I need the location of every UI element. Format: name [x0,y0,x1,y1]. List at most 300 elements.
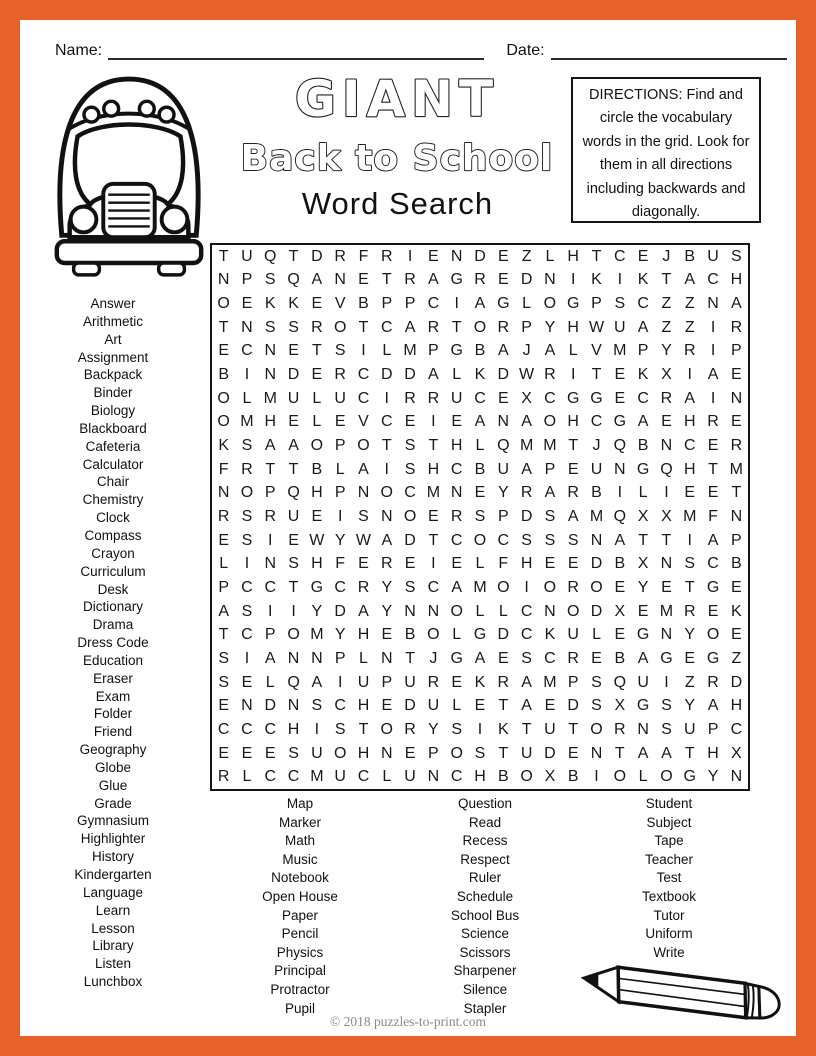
puzzle-letter: A [474,649,486,667]
name-date-row [55,42,787,60]
puzzle-letter: B [637,437,649,455]
word-list-bottom-2 [409,795,561,1018]
puzzle-letter: I [268,602,273,620]
puzzle-letter: E [381,697,393,715]
puzzle-letter: L [475,555,485,573]
puzzle-letter: Y [428,720,439,738]
puzzle-letter: A [404,318,416,336]
puzzle-letter: G [706,579,720,597]
word-list-item: Geography [79,742,147,758]
puzzle-letter: E [591,649,602,667]
puzzle-letter: P [731,342,742,360]
word-list-item: Ruler [468,870,502,886]
puzzle-letter: T [311,342,322,360]
puzzle-letter: Y [381,579,393,597]
puzzle-letter: O [497,579,510,597]
puzzle-letter: B [567,768,579,786]
word-list-item: Subject [646,814,692,830]
puzzle-letter: T [265,460,276,478]
puzzle-letter: M [729,460,743,478]
puzzle-letter: R [707,413,719,431]
puzzle-letter: Z [661,295,672,313]
puzzle-letter: Y [544,318,556,336]
puzzle-letter: C [287,768,300,786]
puzzle-letter: R [567,579,579,597]
word-list-item: Answer [90,296,136,311]
puzzle-letter: W [588,318,605,336]
directions-box [571,77,761,223]
puzzle-letter: T [661,271,672,289]
puzzle-letter: S [544,531,556,549]
puzzle-letter: M [519,437,534,455]
puzzle-letter: L [382,768,392,786]
word-list-item: Language [82,884,144,900]
puzzle-letter: S [334,342,346,360]
puzzle-letter: P [334,649,346,667]
word-list-bottom-1 [224,795,376,1018]
puzzle-letter: T [614,744,625,762]
puzzle-letter: A [474,413,486,431]
puzzle-letter: M [263,389,277,407]
puzzle-letter: M [426,484,441,502]
puzzle-letter: L [568,342,578,360]
puzzle-letter: G [450,649,463,667]
word-list-item: Learn [95,902,131,918]
word-list-item: Library [92,938,134,954]
puzzle-letter: H [567,413,579,431]
puzzle-letter: X [637,555,649,573]
puzzle-letter: X [544,768,556,786]
word-list-item: Kindergarten [74,867,152,882]
puzzle-letter: C [427,579,440,597]
puzzle-letter: D [264,697,277,715]
puzzle-letter: T [451,318,462,336]
puzzle-letter: S [241,531,253,549]
puzzle-letter: S [404,579,416,597]
puzzle-letter: M [613,342,627,360]
puzzle-letter: H [474,768,486,786]
puzzle-letter: P [731,531,742,549]
puzzle-letter: C [474,389,486,407]
puzzle-letter: C [357,768,370,786]
puzzle-letter: G [310,579,324,597]
puzzle-letter: C [450,531,463,549]
puzzle-letter: K [218,437,229,455]
puzzle-letter: O [240,484,254,502]
puzzle-letter: L [522,295,532,313]
puzzle-letter: N [217,271,230,289]
puzzle-letter: O [450,602,463,620]
puzzle-letter: A [637,318,649,336]
puzzle-letter: C [357,366,370,384]
puzzle-letter: K [474,673,486,691]
puzzle-letter: Z [661,318,672,336]
puzzle-letter: F [708,508,718,526]
puzzle-letter: R [520,484,533,502]
puzzle-letter: E [614,579,626,597]
puzzle-letter: P [544,460,556,478]
puzzle-letter: A [381,531,393,549]
puzzle-letter: S [404,437,416,455]
puzzle-letter: I [617,271,623,289]
puzzle-letter: L [475,602,485,620]
puzzle-letter: L [475,437,485,455]
word-list-item: Silence [462,981,508,997]
puzzle-letter: A [707,531,719,549]
puzzle-letter: E [614,389,626,407]
puzzle-letter: G [636,697,650,715]
puzzle-letter: E [451,555,463,573]
date-input-line[interactable] [551,42,787,60]
puzzle-letter: D [590,602,603,620]
puzzle-letter: R [404,271,416,289]
puzzle-letter: I [384,389,389,407]
puzzle-letter: I [431,413,436,431]
puzzle-letter: R [311,318,323,336]
puzzle-letter: O [520,768,533,786]
word-list-item: Principal [274,963,326,979]
puzzle-letter: U [334,389,346,407]
word-list-item: Music [282,851,318,867]
puzzle-letter: J [429,649,438,667]
puzzle-letter: E [334,413,346,431]
puzzle-letter: D [567,697,579,715]
word-list-item: Listen [94,956,132,972]
puzzle-letter: H [311,484,323,502]
puzzle-letter: N [590,531,603,549]
puzzle-letter: E [241,744,253,762]
puzzle-letter: R [683,602,696,620]
puzzle-letter: C [614,247,626,265]
puzzle-letter: L [498,602,508,620]
puzzle-letter: T [498,697,509,715]
puzzle-letter: I [244,649,250,667]
puzzle-letter: T [288,460,299,478]
puzzle-letter: N [264,342,277,360]
puzzle-letter: U [567,626,579,644]
puzzle-letter: O [543,413,557,431]
puzzle-letter: R [567,649,579,667]
puzzle-letter: W [355,531,372,549]
puzzle-letter: C [520,626,533,644]
puzzle-letter: N [544,602,556,620]
puzzle-letter: D [590,555,603,573]
puzzle-letter: R [404,389,416,407]
puzzle-letter: C [241,626,253,644]
puzzle-letter: H [427,460,440,478]
puzzle-letter: E [497,649,509,667]
puzzle-letter: E [684,484,696,502]
puzzle-letter: W [519,366,535,384]
puzzle-letter: C [637,295,649,313]
puzzle-letter: U [287,389,300,407]
puzzle-letter: E [311,366,323,384]
word-list-item: Glue [98,777,128,793]
puzzle-letter: T [218,247,229,265]
puzzle-letter: M [240,413,254,431]
puzzle-letter: S [218,673,229,691]
puzzle-letter: N [590,744,603,762]
puzzle-letter: U [614,318,626,336]
puzzle-letter: N [450,247,463,265]
word-list-item: Pencil [281,926,319,942]
puzzle-letter: H [264,413,277,431]
puzzle-letter: R [497,673,510,691]
puzzle-letter: A [311,673,323,691]
puzzle-letter: L [335,460,345,478]
puzzle-letter: O [333,318,347,336]
puzzle-letter: C [707,555,719,573]
puzzle-letter: A [428,366,439,384]
puzzle-letter: N [264,555,277,573]
puzzle-letter: N [357,484,370,502]
puzzle-letter: J [522,342,531,360]
puzzle-letter: T [661,531,672,549]
puzzle-letter: R [450,508,463,526]
puzzle-letter: E [731,413,742,431]
puzzle-letter: K [288,295,299,313]
puzzle-letter: S [288,744,299,762]
puzzle-grid-row [212,340,748,364]
puzzle-letter: F [218,460,229,478]
puzzle-letter: O [473,531,487,549]
copyright-text: © 2018 puzzles-to-print.com [329,1014,487,1029]
puzzle-letter: N [287,697,300,715]
puzzle-letter: S [311,697,323,715]
puzzle-letter: R [567,484,579,502]
puzzle-letter: P [497,508,509,526]
word-list-item: Respect [460,851,510,867]
word-list-item: Marker [278,814,321,830]
puzzle-letter: Z [684,295,695,313]
puzzle-letter: T [428,437,439,455]
puzzle-letter: E [707,484,719,502]
puzzle-letter: E [451,413,463,431]
name-input-line[interactable] [108,42,484,60]
puzzle-letter: A [731,295,742,313]
word-list-item: Arithmetic [82,313,143,329]
puzzle-grid-row [212,505,748,529]
puzzle-letter: L [359,649,368,667]
puzzle-letter: N [730,508,743,526]
word-list-item: Friend [93,724,133,740]
puzzle-letter: U [311,744,323,762]
puzzle-letter: E [218,744,229,762]
puzzle-letter: A [451,579,463,597]
puzzle-grid-row [212,245,748,269]
puzzle-letter: N [660,626,673,644]
puzzle-letter: A [637,744,649,762]
puzzle-letter: R [707,673,719,691]
word-list-item: Chemistry [82,492,144,508]
puzzle-letter: H [730,697,743,715]
word-list-item: Eraser [93,670,133,686]
word-list-item: Scissors [459,944,511,960]
puzzle-letter: L [545,247,555,265]
puzzle-letter: A [474,295,486,313]
puzzle-letter: O [380,720,393,738]
puzzle-letter: V [334,295,346,313]
word-list-item: Science [460,926,510,942]
puzzle-letter: S [474,744,486,762]
puzzle-letter: I [524,579,529,597]
puzzle-letter: O [217,295,230,313]
puzzle-letter: D [311,247,323,265]
puzzle-letter: E [567,460,579,478]
puzzle-letter: B [474,460,486,478]
puzzle-letter: U [497,460,510,478]
word-list-item: Highlighter [80,831,146,847]
puzzle-letter: D [474,247,486,265]
puzzle-letter: G [473,626,487,644]
puzzle-letter: I [570,271,576,289]
puzzle-letter: T [288,247,299,265]
puzzle-letter: P [707,720,719,738]
puzzle-letter: V [591,342,602,360]
puzzle-grid-row [212,529,748,553]
puzzle-letter: O [380,484,393,502]
puzzle-letter: T [218,626,229,644]
puzzle-letter: C [264,579,277,597]
puzzle-letter: Q [287,271,300,289]
puzzle-letter: C [590,413,603,431]
word-list-item: Chair [96,474,130,490]
puzzle-letter: N [450,484,463,502]
puzzle-letter: S [591,697,602,715]
puzzle-letter: I [687,531,692,549]
puzzle-letter: O [660,768,673,786]
puzzle-letter: E [544,697,556,715]
puzzle-letter: S [241,602,253,620]
puzzle-letter: R [217,768,230,786]
puzzle-letter: T [405,649,415,667]
word-list-item: Recess [462,833,508,849]
puzzle-grid-row [212,576,748,600]
puzzle-letter: E [707,437,719,455]
puzzle-letter: U [590,460,603,478]
puzzle-letter: E [218,531,229,549]
puzzle-letter: M [310,626,324,644]
puzzle-letter: L [219,555,229,573]
puzzle-letter: I [361,342,366,360]
puzzle-letter: E [288,413,299,431]
word-list-item: Schedule [456,888,514,904]
puzzle-letter: T [684,579,695,597]
word-list-item: Paper [281,907,319,923]
puzzle-letter: H [567,318,579,336]
puzzle-letter: P [241,271,253,289]
puzzle-letter: I [314,720,320,738]
puzzle-letter: F [335,555,346,573]
puzzle-letter: A [264,437,276,455]
puzzle-letter: R [264,508,277,526]
title-back-to-school: Back to School [240,138,554,179]
puzzle-letter: R [497,318,510,336]
puzzle-letter: U [544,720,556,738]
puzzle-letter: E [567,744,579,762]
puzzle-letter: I [617,484,623,502]
puzzle-letter: N [660,437,673,455]
puzzle-letter: G [683,768,696,786]
title-art [225,68,570,186]
word-list-item: Assignment [77,349,149,365]
puzzle-letter: M [683,508,697,526]
puzzle-letter: Q [287,673,300,691]
puzzle-grid-row [212,482,748,506]
puzzle-letter: M [543,673,557,691]
word-list-item: Biology [90,403,136,419]
puzzle-letter: L [265,673,275,691]
puzzle-letter: N [380,649,393,667]
puzzle-letter: C [707,271,719,289]
puzzle-grid-row [212,600,748,624]
puzzle-grid-row [212,671,748,695]
puzzle-letter: K [591,271,602,289]
puzzle-letter: D [404,531,416,549]
puzzle-letter: T [591,247,602,265]
puzzle-letter: O [590,720,603,738]
puzzle-letter: P [381,295,393,313]
puzzle-letter: S [614,295,626,313]
puzzle-letter: O [217,413,230,431]
puzzle-letter: E [264,744,276,762]
puzzle-grid-row [212,292,748,316]
puzzle-grid-row [212,363,748,387]
puzzle-letter: C [683,437,696,455]
puzzle-letter: A [521,460,532,478]
puzzle-letter: E [474,697,486,715]
puzzle-letter: C [217,720,230,738]
name-label: Name: [55,42,103,59]
puzzle-letter: Q [660,460,673,478]
puzzle-letter: S [521,531,532,549]
puzzle-letter: L [382,342,392,360]
puzzle-letter: E [661,579,672,597]
puzzle-letter: E [731,366,742,384]
puzzle-letter: U [404,673,416,691]
puzzle-letter: T [288,579,299,597]
puzzle-letter: U [520,744,533,762]
puzzle-letter: A [684,389,696,407]
puzzle-letter: N [287,649,300,667]
word-list-item: Dress Code [77,635,149,651]
puzzle-letter: D [404,697,416,715]
puzzle-letter: H [520,555,533,573]
puzzle-letter: D [520,271,533,289]
puzzle-letter: B [684,247,696,265]
puzzle-letter: L [638,484,648,502]
puzzle-letter: G [613,413,627,431]
puzzle-letter: R [427,389,440,407]
puzzle-letter: N [380,508,393,526]
puzzle-letter: M [403,342,417,360]
puzzle-letter: G [590,389,603,407]
puzzle-letter: L [452,626,462,644]
puzzle-letter: C [357,389,370,407]
puzzle-letter: A [637,649,649,667]
puzzle-letter: O [613,768,627,786]
puzzle-letter: E [474,484,486,502]
puzzle-letter: Q [264,247,277,265]
puzzle-letter: T [498,744,509,762]
puzzle-letter: X [731,744,742,762]
puzzle-letter: P [264,484,276,502]
puzzle-letter: E [358,555,369,573]
puzzle-letter: H [730,271,743,289]
puzzle-letter: C [427,295,440,313]
puzzle-letter: A [218,602,229,620]
puzzle-letter: E [684,649,696,667]
